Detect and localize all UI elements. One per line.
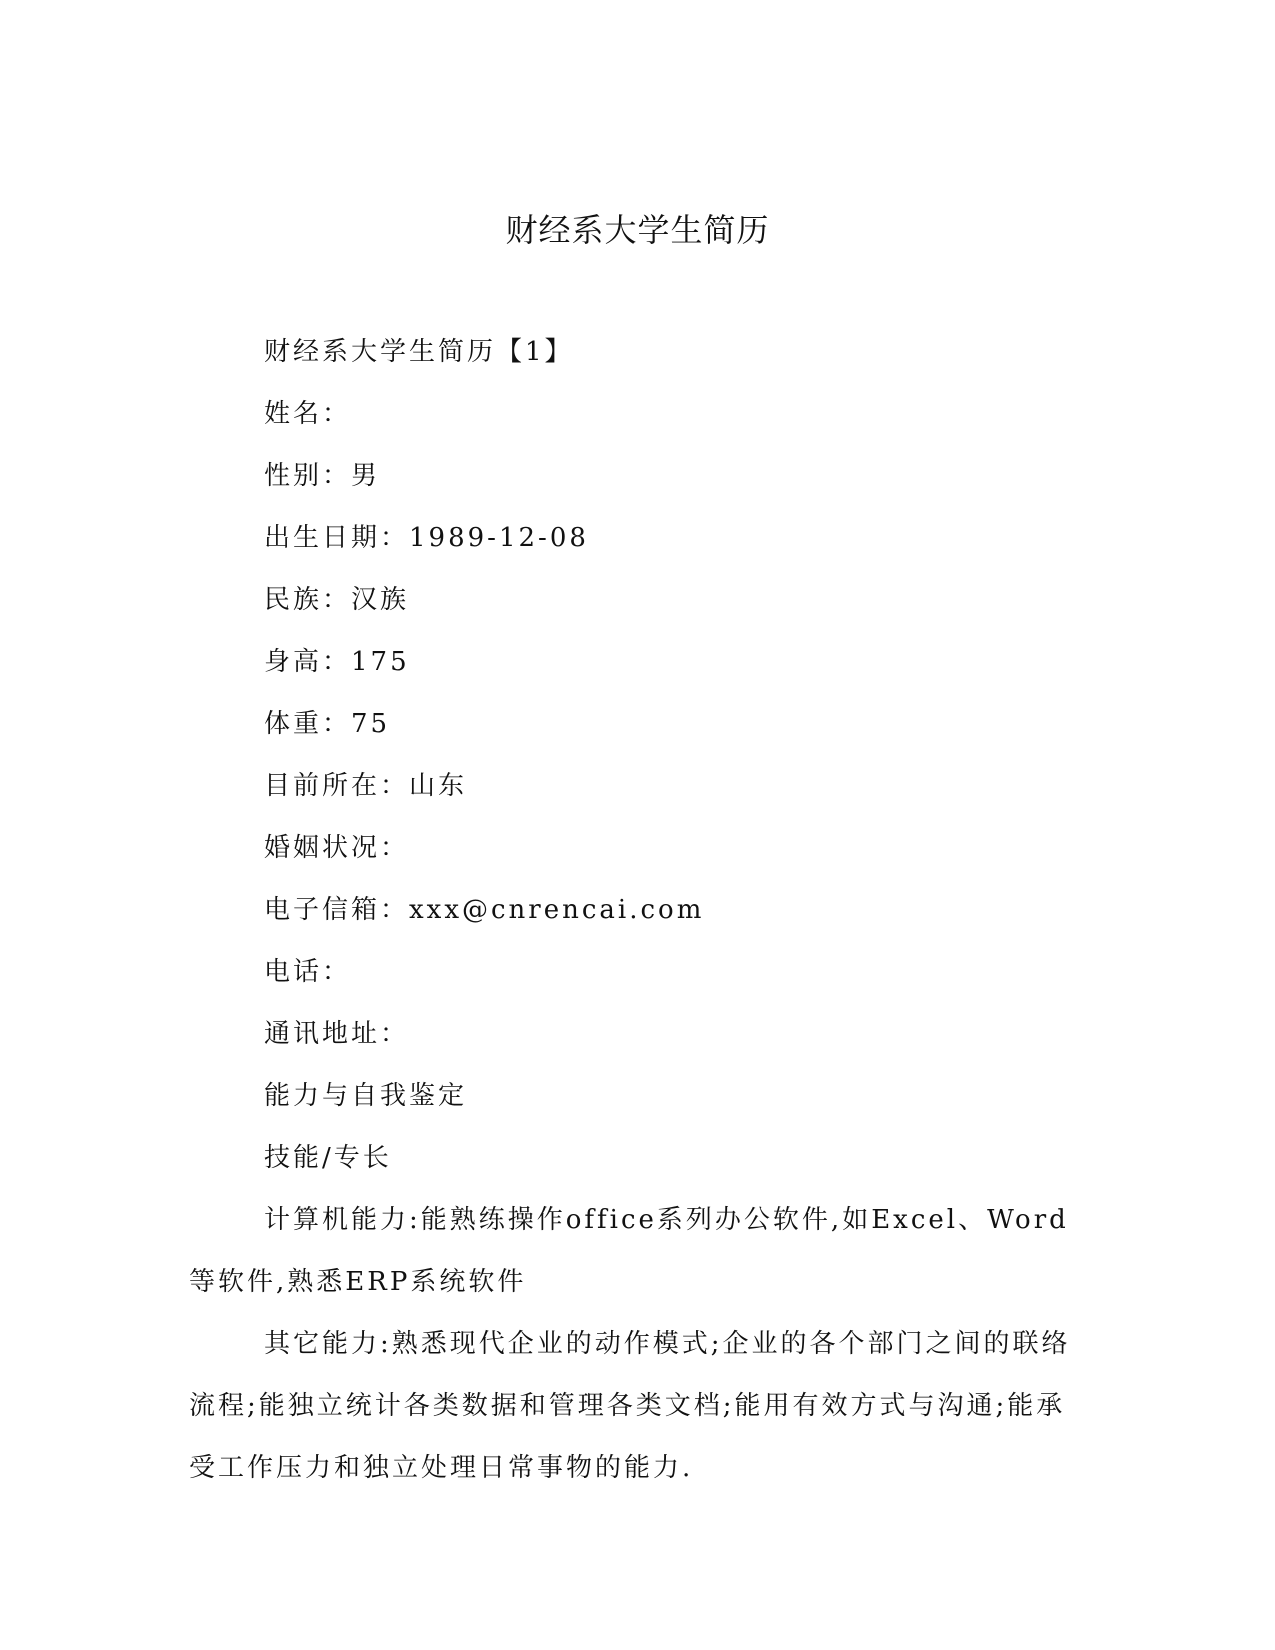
document-body [189, 321, 1089, 1499]
field-name: 姓名： [264, 399, 352, 429]
document-title: 财经系大学生简历 [505, 211, 770, 249]
field-ethnicity: 民族：汉族 [264, 585, 410, 615]
field-gender: 性别：男 [264, 461, 381, 491]
section-self-assessment: 能力与自我鉴定 [264, 1081, 468, 1111]
paragraph-computer-skills: 计算机能力:能熟练操作office系列办公软件,如Excel、Word等软件,熟悉ERP系统软件 [189, 1205, 1069, 1297]
field-phone: 电话： [264, 957, 352, 987]
section-skills: 技能/专长 [264, 1143, 392, 1173]
field-marital-status: 婚姻状况： [264, 833, 410, 863]
field-email: 电子信箱：xxx@cnrencai.com [264, 895, 705, 925]
field-address: 通讯地址： [264, 1019, 410, 1049]
field-location: 目前所在：山东 [264, 771, 468, 801]
paragraph-other-skills: 其它能力:熟悉现代企业的动作模式;企业的各个部门之间的联络流程;能独立统计各类数据和管理各类文档;能用有效方式与沟通;能承受工作压力和独立处理日常事物的能力. [189, 1329, 1071, 1483]
section-heading: 财经系大学生简历【1】 [264, 337, 574, 367]
field-weight: 体重：75 [264, 709, 391, 739]
field-height: 身高：175 [264, 647, 410, 677]
field-birthdate: 出生日期：1989-12-08 [264, 523, 589, 553]
